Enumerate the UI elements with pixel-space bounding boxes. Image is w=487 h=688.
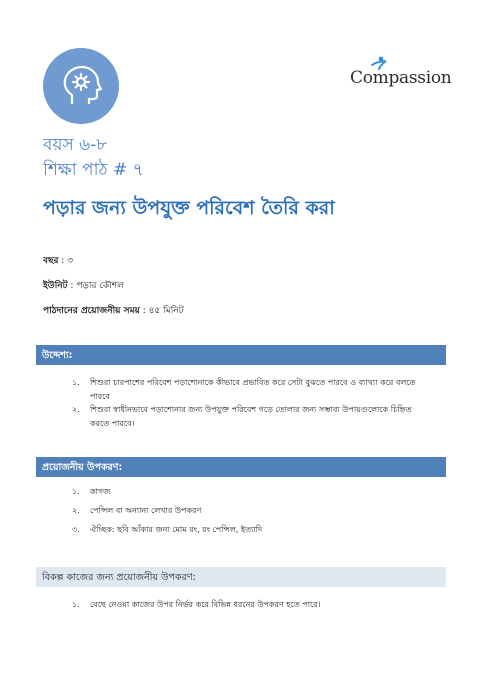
list-item bbox=[72, 523, 430, 537]
item-number: ৩. bbox=[72, 525, 80, 534]
list-item bbox=[72, 403, 430, 431]
materials-heading: প্রয়োজনীয় উপকরণ: bbox=[36, 457, 446, 477]
alternative-heading: বিকল্প কাজের জন্য প্রয়োজনীয় উপকরণ: bbox=[36, 567, 446, 587]
time-label: পাঠদানের প্রয়োজনীয় সময় bbox=[43, 306, 140, 316]
item-number: ১. bbox=[72, 378, 80, 387]
list-item bbox=[72, 485, 430, 499]
item-number: ২. bbox=[72, 405, 80, 414]
meta-unit bbox=[43, 278, 124, 293]
unit-label: ইউনিট bbox=[43, 281, 68, 291]
list-item bbox=[72, 376, 430, 404]
item-text: কাগজ bbox=[90, 487, 111, 496]
age-range: বয়স ৬-৮ bbox=[43, 135, 108, 155]
unit-value: : পড়ার কৌশল bbox=[70, 281, 124, 291]
item-text: বেছে নেওয়া কাজের উপর নির্ভর করে বিভিন্ন ধরনের উপকরণ হতে পারে। bbox=[90, 600, 321, 609]
objectives-heading: উদ্দেশ্য: bbox=[36, 345, 446, 365]
brand-name: Compassion bbox=[350, 68, 452, 88]
lesson-number: শিক্ষা পাঠ # ৭ bbox=[43, 160, 144, 180]
item-text: শিশুরা স্বাধীনভাবে পড়াশোনার জন্য উপযুক্ত পরিবেশ গড়ে তোলার জন্য সম্ভাব্য উপায়গুলোকে চিহ্নিত করতে পারবে। bbox=[90, 405, 412, 428]
list-item bbox=[72, 504, 430, 518]
page-title: পড়ার জন্য উপযুক্ত পরিবেশ তৈরি করা bbox=[43, 197, 335, 219]
meta-time bbox=[43, 303, 184, 318]
year-label: বছর bbox=[43, 256, 59, 266]
item-number: ১. bbox=[72, 600, 80, 609]
time-value: : ৪৫ মিনিট bbox=[142, 306, 184, 316]
item-number: ২. bbox=[72, 506, 80, 515]
year-value: : ৩ bbox=[61, 256, 74, 266]
meta-year bbox=[43, 253, 73, 268]
compassion-logo bbox=[350, 60, 452, 96]
item-text: ঐচ্ছিক: ছবি আঁকার জন্য মোম রং, রং পেন্সিল, ইত্যাদি bbox=[90, 525, 263, 534]
list-item bbox=[72, 598, 430, 612]
item-text: পেন্সিল বা অন্যান্য লেখার উপকরণ bbox=[90, 506, 202, 515]
item-text: শিশুরা চারপাশের পরিবেশ পড়াশোনাকে কীভাবে প্রভাবিত করে সেটা বুঝতে পারবে ও ব্যাখ্যা করে বলতে পারবে bbox=[90, 378, 416, 401]
head-gear-icon bbox=[43, 48, 119, 124]
item-number: ১. bbox=[72, 487, 80, 496]
